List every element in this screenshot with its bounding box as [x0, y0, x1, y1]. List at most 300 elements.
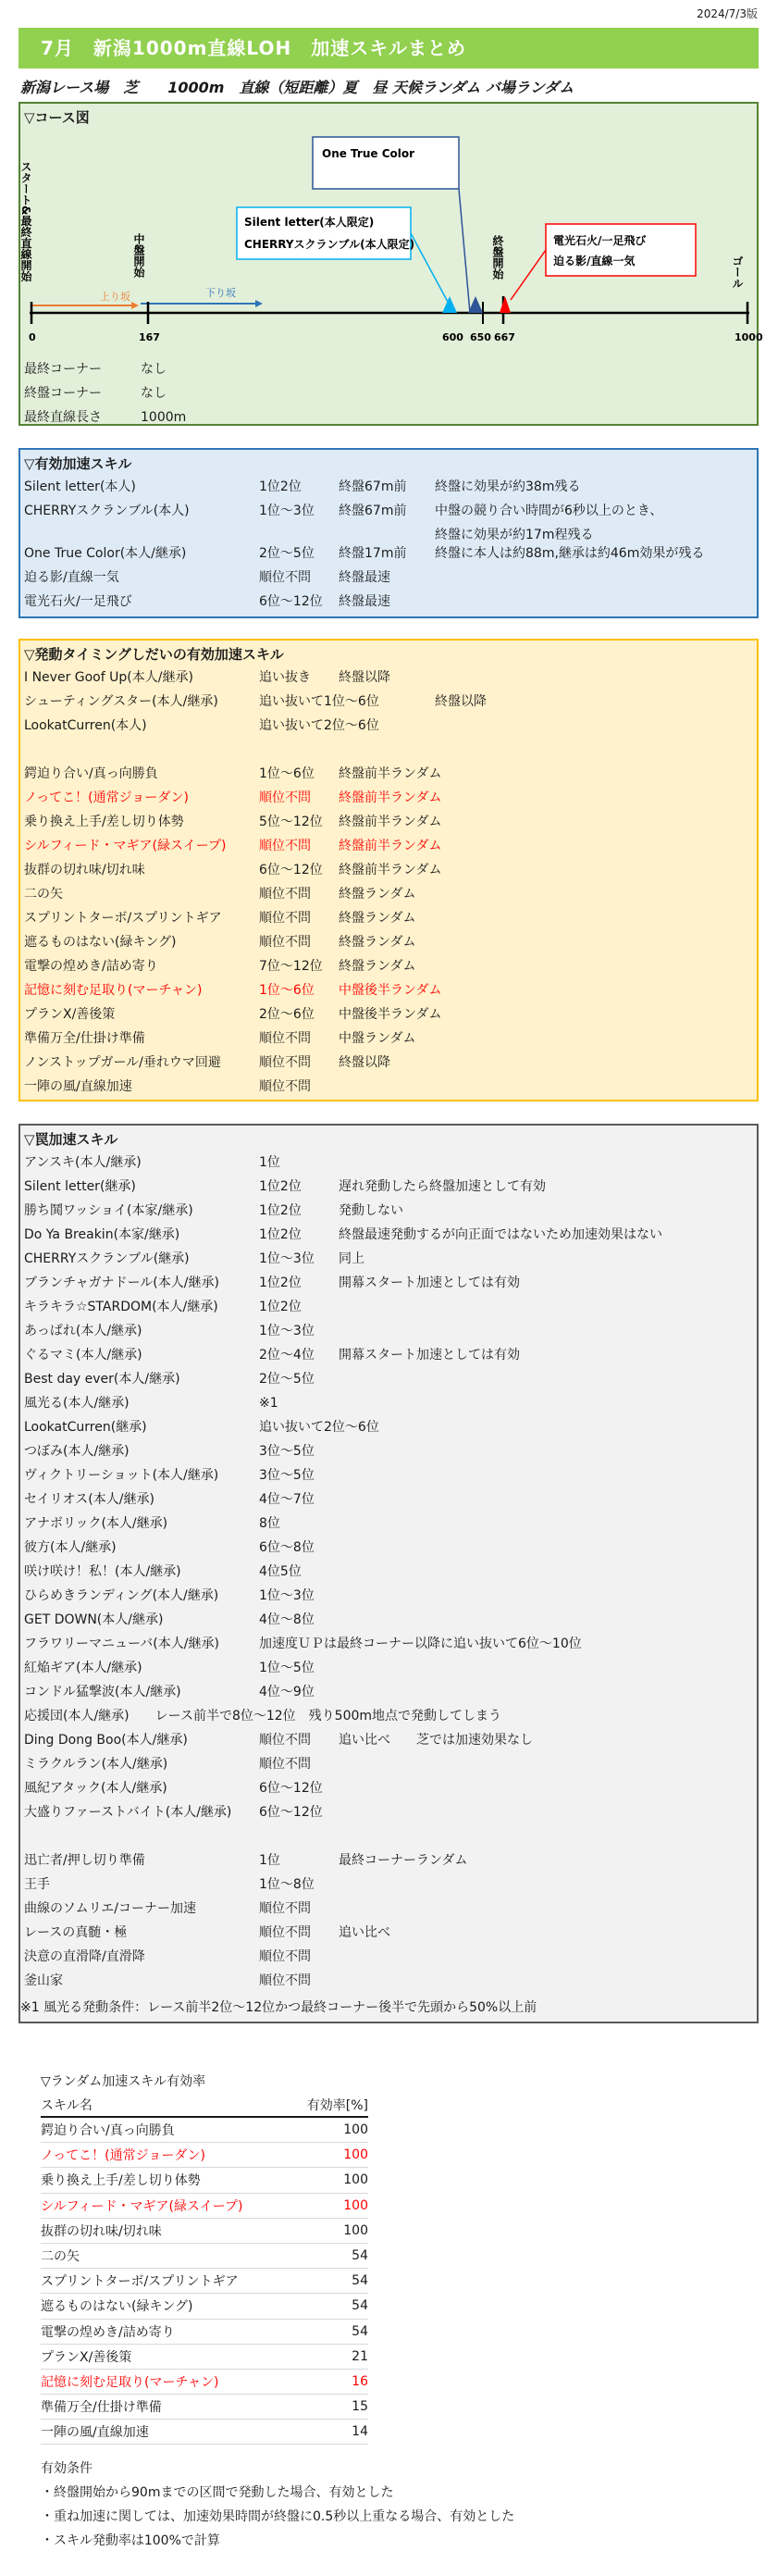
- skill-row: [24, 1560, 753, 1584]
- skill-name: Do Ya Breakin(本家/継承): [24, 1227, 180, 1242]
- rate-row: [41, 2243, 368, 2268]
- skill-name: 電光石火/一足飛び: [24, 594, 132, 609]
- skill-row: [24, 1752, 753, 1776]
- spacer-row: [24, 1824, 753, 1848]
- skill-timing: 終盤前半ランダム: [339, 790, 442, 805]
- skill-condition: 1位～3位: [259, 1588, 315, 1603]
- skill-name: ノンストップガール/垂れウマ回避: [24, 1055, 221, 1070]
- skill-name: ミラクルラン(本人/継承): [24, 1757, 168, 1772]
- skill-name: 風光る(本人/継承): [24, 1396, 130, 1411]
- skill-row: [24, 1415, 753, 1439]
- trap-rows: [24, 1151, 753, 1993]
- rate-skill-name: ノってこ！(通常ジョーダン): [41, 2143, 292, 2168]
- skill-timing: 終盤以降: [339, 1055, 390, 1070]
- meta-value: 1000m: [141, 410, 187, 425]
- skill-row: [24, 499, 753, 541]
- skill-name: 大盛りファーストバイト(本人/継承): [24, 1805, 232, 1820]
- skill-timing: 終盤最速: [339, 570, 390, 585]
- skill-row: [24, 1487, 753, 1512]
- condition-item: ・スキル発動率は100%で計算: [41, 2533, 220, 2548]
- skill-name: 乗り換え上手/差し切り体勢: [24, 815, 184, 829]
- skill-row: [24, 1776, 753, 1800]
- skill-name: 応援団(本人/継承) レース前半で8位～12位 残り500m地点で発動してしまう: [24, 1709, 502, 1724]
- rate-value: 100: [292, 2193, 368, 2218]
- skill-condition: 3位～5位: [259, 1468, 315, 1483]
- marker-silent: [442, 296, 457, 313]
- skill-name: 準備万全/仕掛け準備: [24, 1031, 145, 1046]
- skill-condition: 順位不問: [259, 1949, 311, 1964]
- skill-row: [24, 930, 753, 954]
- skill-timing: 終盤最速発動するが向正面ではないため加速効果はない: [339, 1227, 662, 1242]
- start-label: スタート&最終直線開始: [19, 161, 32, 282]
- rate-value: 16: [292, 2369, 368, 2394]
- skill-timing: 終盤以降: [339, 670, 390, 685]
- skill-name: Best day ever(本人/継承): [24, 1372, 180, 1387]
- course-section: [19, 102, 763, 426]
- skill-timing: 開幕スタート加速としては有効: [339, 1348, 520, 1363]
- skill-row: [24, 1319, 753, 1343]
- skill-row: [24, 590, 753, 614]
- skill-row: [24, 1584, 753, 1608]
- skill-name: 抜群の切れ味/切れ味: [24, 863, 145, 877]
- skill-row: [24, 1391, 753, 1415]
- skill-row: [24, 1051, 753, 1075]
- rate-row: [41, 2344, 368, 2369]
- skill-condition: 順位不問: [259, 839, 311, 853]
- skill-condition: 1位: [259, 1853, 280, 1868]
- skill-condition: 1位2位: [259, 479, 302, 494]
- skill-row: [24, 1223, 753, 1247]
- skill-row: [24, 666, 753, 690]
- skill-row: [24, 1656, 753, 1680]
- skill-name: シューティングスター(本人/継承): [24, 694, 218, 709]
- skill-name: 電撃の煌めき/詰め寄り: [24, 959, 158, 974]
- skill-note: 中盤の競り合い時間が6秒以上のとき、 終盤に効果が約17m程残る: [435, 504, 663, 542]
- skill-name: 紅焔ギア(本人/継承): [24, 1661, 142, 1675]
- meta-value: なし: [141, 362, 167, 377]
- skill-name: 一陣の風/直線加速: [24, 1079, 132, 1094]
- course-heading: ▽コース図: [24, 109, 90, 126]
- skill-condition: 順位不問: [259, 1757, 311, 1772]
- skill-condition: 順位不問: [259, 887, 311, 902]
- skill-note: 終盤以降: [435, 694, 487, 709]
- skill-condition: 追い抜いて2位～6位: [259, 718, 379, 733]
- skill-row: [24, 1945, 753, 1969]
- callout-silent-text: Silent letter(本人限定): [244, 216, 375, 229]
- rate-row: [41, 2269, 368, 2294]
- skill-timing: 終盤ランダム: [339, 959, 416, 974]
- skill-condition: 順位不問: [259, 1925, 311, 1940]
- skill-name: 彼方(本人/継承): [24, 1540, 117, 1555]
- skill-row: [24, 1680, 753, 1704]
- skill-timing: 中盤後半ランダム: [339, 1007, 442, 1022]
- skill-condition: 追い抜き: [259, 670, 311, 685]
- skill-row: [24, 1897, 753, 1921]
- skill-row: [24, 475, 753, 499]
- rate-value: 100: [292, 2168, 368, 2193]
- skill-condition: 2位～5位: [259, 546, 315, 561]
- course-diagram: [19, 104, 763, 354]
- skill-condition: 順位不問: [259, 1733, 311, 1748]
- rate-value: 54: [292, 2243, 368, 2268]
- skill-condition: 2位～4位: [259, 1348, 315, 1363]
- rate-table: [41, 2094, 368, 2445]
- effective-heading: ▽有効加速スキル: [24, 455, 132, 472]
- callout-semaru-text: 迫る影/直線一気: [553, 255, 636, 268]
- callout-cherry-text: CHERRYスクランブル(本人限定): [244, 238, 415, 251]
- callout-silent-leader: [411, 233, 448, 302]
- skill-condition: 1位2位: [259, 1227, 302, 1242]
- rate-value: 54: [292, 2319, 368, 2344]
- skill-name: CHERRYスクランブル(本人): [24, 504, 190, 518]
- skill-condition: 4位～8位: [259, 1612, 315, 1627]
- skill-name: I Never Goof Up(本人/継承): [24, 670, 193, 685]
- skill-row: [24, 566, 753, 590]
- skill-name: ひらめきランディング(本人/継承): [24, 1588, 219, 1603]
- skill-name: Ding Dong Boo(本人/継承): [24, 1733, 188, 1748]
- skill-condition: 1位2位: [259, 1300, 302, 1314]
- skill-name: つぼみ(本人/継承): [24, 1444, 130, 1459]
- rate-value: 100: [292, 2143, 368, 2168]
- rate-value: 100: [292, 2218, 368, 2243]
- tick-label-1000: 1000: [735, 331, 763, 343]
- timing-rows: [24, 666, 753, 1099]
- skill-name: 釜山家: [24, 1973, 63, 1988]
- skill-condition: 4位～9位: [259, 1685, 315, 1699]
- rate-skill-name: 電撃の煌めき/詰め寄り: [41, 2319, 292, 2344]
- skill-condition: 順位不問: [259, 911, 311, 926]
- mid-label: 中盤開始: [132, 233, 145, 278]
- marker-denko: [500, 296, 511, 313]
- skill-name: ノってこ！(通常ジョーダン): [24, 790, 189, 805]
- skill-timing: 終盤67m前: [339, 504, 407, 518]
- skill-row: [24, 1536, 753, 1560]
- callout-denko-text: 電光石火/一足飛び: [553, 234, 647, 247]
- meta-value: なし: [141, 386, 167, 401]
- skill-row: [24, 1027, 753, 1051]
- rate-row: [41, 2193, 368, 2218]
- timing-heading: ▽発動タイミングしだいの有効加速スキル: [24, 646, 284, 663]
- callout-denko: [546, 224, 696, 276]
- marker-one-true: [468, 296, 483, 313]
- skill-name: 記憶に刻む足取り(マーチャン): [24, 983, 203, 998]
- condition-item: ・終盤開始から90mまでの区間で発動した場合、有効とした: [41, 2485, 394, 2500]
- rate-skill-name: 乗り換え上手/差し切り体勢: [41, 2168, 292, 2193]
- skill-name: CHERRYスクランブル(継承): [24, 1251, 190, 1266]
- skill-name: 風紀アタック(本人/継承): [24, 1781, 167, 1796]
- skill-condition: 1位2位: [259, 1179, 302, 1194]
- skill-name: レースの真髄・極: [24, 1925, 128, 1940]
- rate-value: 15: [292, 2395, 368, 2420]
- skill-row: [24, 1295, 753, 1319]
- final-label: 終盤開始: [491, 235, 504, 280]
- skill-name: ぐるマミ(本人/継承): [24, 1348, 142, 1363]
- skill-timing: 最終コーナーランダム: [339, 1853, 468, 1868]
- callout-denko-leader: [511, 250, 546, 300]
- callout-one-true-leader: [459, 189, 470, 313]
- skill-name: 二の矢: [24, 887, 63, 902]
- skill-name: 鍔迫り合い/真っ向勝負: [24, 766, 158, 781]
- skill-condition: 加速度ＵＰは最終コーナー以降に追い抜いて6位～10位: [259, 1636, 582, 1651]
- skill-name: Silent letter(継承): [24, 1179, 136, 1194]
- skill-condition: 順位不問: [259, 570, 311, 585]
- skill-condition: 6位～12位: [259, 594, 323, 609]
- rate-panel-title: ▽ランダム加速スキル有効率: [41, 2074, 206, 2089]
- skill-name: LookatCurren(継承): [24, 1420, 147, 1435]
- rate-row: [41, 2319, 368, 2344]
- skill-name: コンドル猛撃波(本人/継承): [24, 1685, 181, 1699]
- footnote: ※1 風光る発動条件：レース前半2位～12位かつ最終コーナー後半で先頭から50%以上前: [20, 2000, 537, 2015]
- tick-label-667: 667: [494, 331, 515, 343]
- tick-label-167: 167: [139, 331, 160, 343]
- skill-name: LookatCurren(本人): [24, 718, 147, 733]
- tick-label-0: 0: [29, 331, 36, 343]
- skill-name: ヴィクトリーショット(本人/継承): [24, 1468, 219, 1483]
- skill-condition: 6位～8位: [259, 1540, 315, 1555]
- skill-row: [24, 1608, 753, 1632]
- skill-condition: 追い抜いて2位～6位: [259, 1420, 379, 1435]
- page-title: 7月 新潟1000m直線LOH 加速スキルまとめ: [19, 28, 759, 68]
- rate-skill-name: 記憶に刻む足取り(マーチャン): [41, 2369, 292, 2394]
- skill-condition: 4位5位: [259, 1564, 302, 1579]
- skill-row: [24, 1175, 753, 1199]
- skill-timing: 追い比べ 芝では加速効果なし: [339, 1733, 533, 1748]
- effective-skills-section: [19, 448, 759, 618]
- downhill-arrowhead: [255, 300, 263, 307]
- rate-skill-name: プランX/善後策: [41, 2344, 292, 2369]
- skill-name: セイリオス(本人/継承): [24, 1492, 154, 1507]
- skill-row: [24, 1704, 753, 1728]
- rate-value: 14: [292, 2420, 368, 2445]
- skill-timing: 終盤17m前: [339, 546, 407, 561]
- skill-name: GET DOWN(本人/継承): [24, 1612, 164, 1627]
- skill-row: [24, 834, 753, 858]
- skill-condition: 6位～12位: [259, 1805, 323, 1820]
- skill-condition: 1位～6位: [259, 983, 315, 998]
- skill-name: アナボリック(本人/継承): [24, 1516, 168, 1531]
- rate-skill-name: スプリントターボ/スプリントギア: [41, 2269, 292, 2294]
- skill-condition: 5位～12位: [259, 815, 323, 829]
- skill-row: [24, 1439, 753, 1463]
- skill-timing: 終盤ランダム: [339, 887, 416, 902]
- skill-row: [24, 1151, 753, 1175]
- version-date: 2024/7/3版: [697, 7, 758, 20]
- skill-condition: 1位2位: [259, 1203, 302, 1218]
- skill-condition: 1位～6位: [259, 766, 315, 781]
- skill-row: [24, 1002, 753, 1027]
- skill-row: [24, 1921, 753, 1945]
- skill-name: フラワリーマニューバ(本人/継承): [24, 1636, 219, 1651]
- skill-row: [24, 882, 753, 906]
- race-info: 新潟レース場 芝 1000m 直線（短距離）夏 昼 天候ランダム バ場ランダム: [20, 79, 574, 96]
- rate-row: [41, 2369, 368, 2394]
- random-rate-panel: [19, 2042, 562, 2574]
- skill-row: [24, 1199, 753, 1223]
- skill-timing: 終盤前半ランダム: [339, 863, 442, 877]
- timing-skills-section: [19, 639, 759, 1101]
- skill-row: [24, 1632, 753, 1656]
- rate-value: 100: [292, 2117, 368, 2143]
- rate-row: [41, 2420, 368, 2445]
- skill-row: [24, 690, 753, 714]
- skill-note: 終盤に効果が約38m残る: [435, 479, 581, 494]
- tick-label-650: 650: [470, 331, 491, 343]
- rate-value: 54: [292, 2294, 368, 2319]
- rate-skill-name: 一陣の風/直線加速: [41, 2420, 292, 2445]
- rate-value: 21: [292, 2344, 368, 2369]
- callout-one-true-color: [313, 137, 459, 189]
- col-skill-name: スキル名: [41, 2094, 292, 2117]
- skill-name: 遮るものはない(緑キング): [24, 935, 177, 950]
- skill-row: [24, 762, 753, 786]
- col-rate: 有効率[%]: [292, 2094, 368, 2117]
- skill-row: [24, 1075, 753, 1099]
- trap-heading: ▽罠加速スキル: [24, 1131, 118, 1148]
- conditions: [41, 2457, 514, 2553]
- skill-timing: 発動しない: [339, 1203, 403, 1218]
- rate-skill-name: シルフィード・マギア(緑スイープ): [41, 2193, 292, 2218]
- skill-condition: 6位～12位: [259, 1781, 323, 1796]
- skill-timing: 終盤最速: [339, 594, 390, 609]
- skill-condition: 2位～6位: [259, 1007, 315, 1022]
- rate-skill-name: 準備万全/仕掛け準備: [41, 2395, 292, 2420]
- skill-row: [24, 1873, 753, 1897]
- skill-condition: 1位: [259, 1155, 280, 1170]
- skill-condition: 8位: [259, 1516, 280, 1531]
- skill-condition: 順位不問: [259, 935, 311, 950]
- skill-condition: 順位不問: [259, 1031, 311, 1046]
- skill-condition: 1位～3位: [259, 504, 315, 518]
- rate-skill-name: 鍔迫り合い/真っ向勝負: [41, 2117, 292, 2143]
- skill-name: 迅亡者/押し切り準備: [24, 1853, 145, 1868]
- skill-condition: 順位不問: [259, 1079, 311, 1094]
- skill-timing: 終盤ランダム: [339, 935, 416, 950]
- skill-row: [24, 1512, 753, 1536]
- skill-name: 王手: [24, 1877, 50, 1892]
- rate-row: [41, 2294, 368, 2319]
- skill-condition: 6位～12位: [259, 863, 323, 877]
- skill-row: [24, 714, 753, 738]
- skill-condition: 追い抜いて1位～6位: [259, 694, 379, 709]
- skill-name: キラキラ☆STARDOM(本人/継承): [24, 1300, 218, 1314]
- skill-row: [24, 1800, 753, 1824]
- skill-name: ブランチャガナドール(本人/継承): [24, 1276, 219, 1290]
- rate-value: 54: [292, 2269, 368, 2294]
- skill-name: 曲線のソムリエ/コーナー加速: [24, 1901, 197, 1916]
- skill-condition: ※1: [259, 1396, 278, 1411]
- meta-label: 終盤コーナー: [24, 386, 102, 401]
- rate-skill-name: 二の矢: [41, 2243, 292, 2268]
- skill-name: 勝ち鬨ワッショイ(本家/継承): [24, 1203, 193, 1218]
- skill-condition: 1位～8位: [259, 1877, 315, 1892]
- skill-timing: 同上: [339, 1251, 364, 1266]
- downhill-label: 下り坂: [205, 287, 236, 299]
- skill-condition: 順位不問: [259, 790, 311, 805]
- skill-condition: 順位不問: [259, 1973, 311, 1988]
- skill-row: [24, 954, 753, 978]
- skill-note: 終盤に本人は約88m,継承は約46m効果が残る: [435, 546, 705, 561]
- skill-name: スプリントターボ/スプリントギア: [24, 911, 222, 926]
- meta-label: 最終コーナー: [24, 362, 102, 377]
- skill-condition: 2位～5位: [259, 1372, 315, 1387]
- skill-timing: 遅れ発動したら終盤加速として有効: [339, 1179, 546, 1194]
- skill-timing: 終盤67m前: [339, 479, 407, 494]
- rate-row: [41, 2395, 368, 2420]
- skill-row: [24, 1343, 753, 1367]
- skill-name: 迫る影/直線一気: [24, 570, 119, 585]
- skill-timing: 終盤前半ランダム: [339, 815, 442, 829]
- skill-row: [24, 1728, 753, 1752]
- conditions-title: 有効条件: [41, 2461, 93, 2476]
- skill-timing: 追い比べ: [339, 1925, 390, 1940]
- skill-timing: 終盤前半ランダム: [339, 839, 442, 853]
- skill-condition: 順位不問: [259, 1901, 311, 1916]
- skill-name: Silent letter(本人): [24, 479, 136, 494]
- trap-skills-section: [19, 1124, 759, 2023]
- skill-row: [24, 1969, 753, 1993]
- skill-timing: 開幕スタート加速としては有効: [339, 1276, 520, 1290]
- skill-name: One True Color(本人/継承): [24, 546, 187, 561]
- spacer-row: [24, 738, 753, 762]
- skill-row: [24, 1271, 753, 1295]
- skill-row: [24, 906, 753, 930]
- rate-row: [41, 2117, 368, 2143]
- skill-row: [24, 1848, 753, 1873]
- skill-condition: 順位不問: [259, 1055, 311, 1070]
- rate-skill-name: 抜群の切れ味/切れ味: [41, 2218, 292, 2243]
- skill-row: [24, 810, 753, 834]
- tick-label-600: 600: [442, 331, 463, 343]
- skill-row: [24, 786, 753, 810]
- skill-timing: 中盤後半ランダム: [339, 983, 442, 998]
- skill-row: [24, 1247, 753, 1271]
- skill-row: [24, 858, 753, 882]
- skill-row: [24, 1367, 753, 1391]
- skill-condition: 4位～7位: [259, 1492, 315, 1507]
- rate-row: [41, 2168, 368, 2193]
- meta-label: 最終直線長さ: [24, 410, 102, 425]
- skill-row: [24, 541, 753, 566]
- rate-skill-name: 遮るものはない(緑キング): [41, 2294, 292, 2319]
- skill-timing: 中盤ランダム: [339, 1031, 416, 1046]
- skill-name: アンスキ(本人/継承): [24, 1155, 142, 1170]
- skill-name: あっぱれ(本人/継承): [24, 1324, 142, 1338]
- goal-label: ゴール: [731, 255, 744, 289]
- skill-condition: 1位～3位: [259, 1251, 315, 1266]
- skill-name: 咲け咲け！私！(本人/継承): [24, 1564, 181, 1579]
- skill-condition: 7位～12位: [259, 959, 323, 974]
- skill-condition: 1位～5位: [259, 1661, 315, 1675]
- uphill-arrowhead: [131, 302, 139, 309]
- rate-table-header: [41, 2094, 368, 2117]
- skill-name: シルフィード・マギア(緑スイープ): [24, 839, 227, 853]
- skill-row: [24, 978, 753, 1002]
- skill-row: [24, 1463, 753, 1487]
- condition-item: ・重ね加速に関しては、加速効果時間が終盤に0.5秒以上重なる場合、有効とした: [41, 2509, 515, 2524]
- skill-condition: 1位2位: [259, 1276, 302, 1290]
- skill-condition: 1位～3位: [259, 1324, 315, 1338]
- uphill-label: 上り坂: [100, 291, 130, 303]
- skill-timing: 終盤前半ランダム: [339, 766, 442, 781]
- skill-condition: 3位～5位: [259, 1444, 315, 1459]
- callout-one-true-text: One True Color: [322, 147, 415, 160]
- skill-timing: 終盤ランダム: [339, 911, 416, 926]
- rate-row: [41, 2143, 368, 2168]
- skill-name: プランX/善後策: [24, 1007, 116, 1022]
- rate-row: [41, 2218, 368, 2243]
- effective-rows: [24, 475, 753, 614]
- skill-name: 決意の直滑降/直滑降: [24, 1949, 145, 1964]
